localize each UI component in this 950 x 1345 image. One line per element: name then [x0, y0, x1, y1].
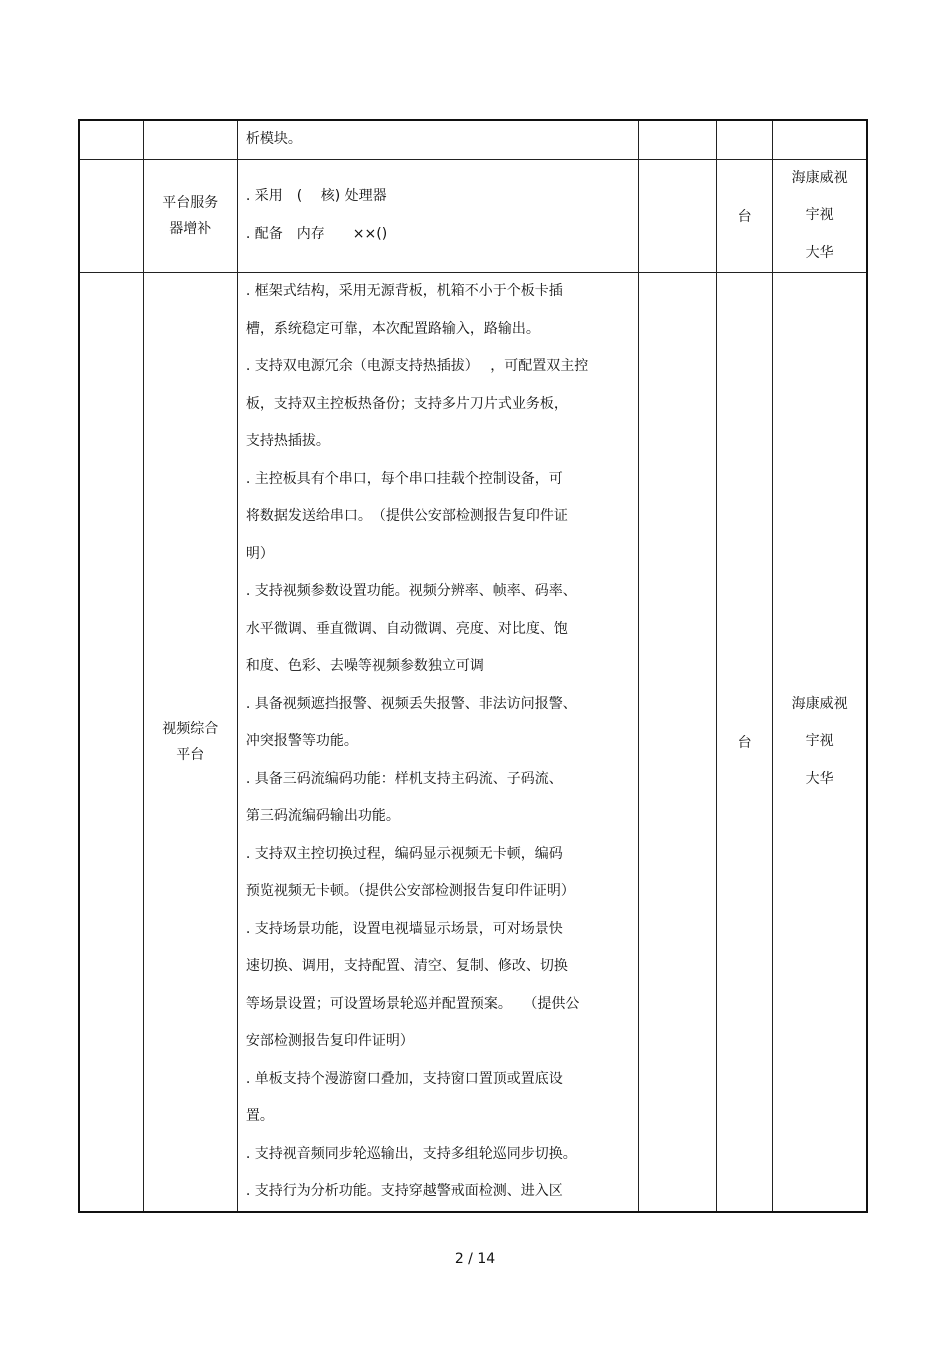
- spec-line: 析模块。: [245, 131, 302, 147]
- spec-line: . 主控板具有个串口，每个串口挂载个控制设备，可: [245, 470, 563, 487]
- item-name-line: 平台服务: [162, 194, 219, 211]
- equipment-spec-table: [78, 119, 868, 1213]
- spec-line: 等场景设置；可设置场景轮巡并配置预案。 （提供公: [245, 995, 580, 1012]
- item-name-cell: [143, 273, 237, 1212]
- spec-line: 预览视频无卡顿。（提供公安部检测报告复印件证明）: [245, 883, 575, 899]
- spec-line: . 具备视频遮挡报警、视频丢失报警、非法访问报警、: [245, 695, 577, 712]
- spec-cell: [237, 273, 638, 1212]
- quantity-cell: [638, 120, 716, 159]
- table-row: [79, 159, 867, 273]
- spec-line: 安部检测报告复印件证明）: [245, 1033, 414, 1049]
- brand-name: 宇视: [805, 733, 834, 749]
- spec-line: . 配备 内存 ××(): [245, 225, 388, 242]
- quantity-cell: [638, 159, 716, 273]
- spec-line: 槽，系统稳定可靠，本次配置路输入，路输出。: [245, 320, 540, 337]
- brand-name: 宇视: [805, 207, 834, 223]
- brand-name: 大华: [805, 770, 834, 787]
- index-cell: [79, 159, 143, 273]
- item-name-cell: [143, 120, 237, 159]
- quantity-cell: [638, 273, 716, 1212]
- item-name-cell: [143, 159, 237, 273]
- brand-cell: [773, 159, 867, 273]
- brand-name: 大华: [805, 244, 834, 261]
- spec-line: 置。: [245, 1108, 274, 1124]
- spec-line: . 支持视频参数设置功能。视频分辨率、帧率、码率、: [245, 583, 577, 599]
- table-row: [79, 120, 867, 159]
- spec-line: . 支持双主控切换过程，编码显示视频无卡顿，编码: [245, 845, 563, 862]
- spec-line: . 单板支持个漫游窗口叠加，支持窗口置顶或置底设: [245, 1070, 563, 1087]
- spec-line: 速切换、调用，支持配置、清空、复制、修改、切换: [245, 958, 568, 974]
- item-name-line: 平台: [176, 746, 205, 763]
- unit-cell: [717, 120, 773, 159]
- spec-line: . 支持场景功能，设置电视墙显示场景，可对场景快: [245, 920, 563, 937]
- spec-line: 板，支持双主控板热备份；支持多片刀片式业务板，: [245, 395, 568, 412]
- spec-line: . 支持行为分析功能。支持穿越警戒面检测、进入区: [245, 1183, 563, 1199]
- table-row: [79, 273, 867, 1212]
- spec-line: . 支持视音频同步轮巡输出，支持多组轮巡同步切换。: [245, 1145, 577, 1162]
- item-name-line: 器增补: [169, 220, 212, 237]
- spec-cell: [237, 120, 638, 159]
- item-name-line: 视频综合: [162, 720, 219, 737]
- spec-line: . 具备三码流编码功能：样机支持主码流、子码流、: [245, 770, 563, 787]
- brand-name: 海康威视: [791, 169, 848, 186]
- index-cell: [79, 273, 143, 1212]
- brand-cell: [773, 120, 867, 159]
- spec-line: . 支持双电源冗余（电源支持热插拔） ，可配置双主控: [245, 358, 589, 374]
- spec-line: 和度、色彩、去噪等视频参数独立可调: [245, 658, 484, 674]
- spec-line: 明）: [245, 545, 274, 562]
- spec-line: 水平微调、垂直微调、自动微调、亮度、对比度、饱: [245, 620, 568, 637]
- unit-cell: 台: [717, 273, 773, 1212]
- index-cell: [79, 120, 143, 159]
- brand-name: 海康威视: [791, 695, 848, 712]
- spec-cell: [237, 159, 638, 273]
- spec-line: 支持热插拔。: [245, 433, 330, 449]
- unit-cell: 台: [717, 159, 773, 273]
- page-number: 2 / 14: [454, 1251, 496, 1267]
- spec-line: . 采用 ( 核) 处理器: [245, 188, 387, 205]
- spec-line: 将数据发送给串口。 （提供公安部检测报告复印件证: [245, 508, 568, 524]
- spec-line: . 框架式结构，采用无源背板，机箱不小于个板卡插: [245, 283, 563, 299]
- brand-cell: [773, 273, 867, 1212]
- spec-line: 冲突报警等功能。: [245, 733, 358, 749]
- spec-line: 第三码流编码输出功能。: [245, 808, 400, 824]
